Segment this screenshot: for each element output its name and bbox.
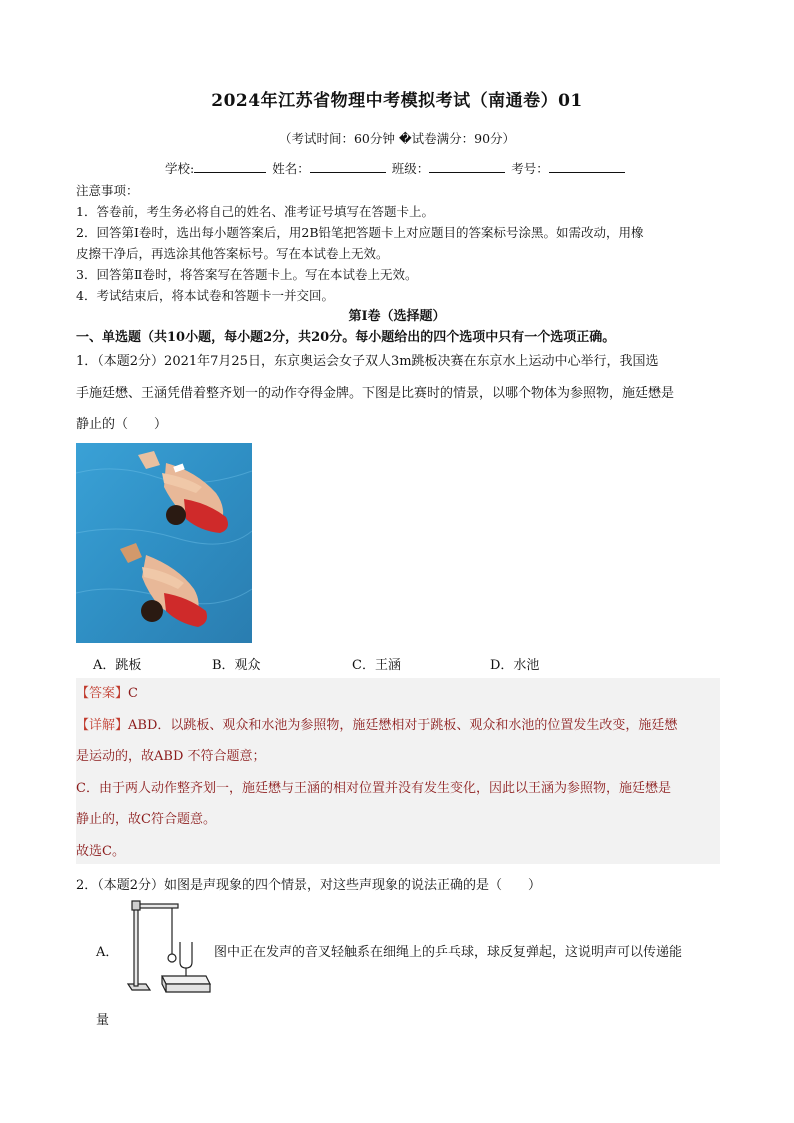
tuning-fork-diagram xyxy=(120,898,212,998)
q1-option-d[interactable]: D．水池 xyxy=(490,658,540,673)
diving-photo-illustration xyxy=(76,443,252,643)
q2-option-a-letter[interactable]: A． xyxy=(96,945,119,960)
q1-line-1: 1．（本题2分）2021年7月25日，东京奥运会女子双人3m跳板决赛在东京水上运动中心举行，我国选 xyxy=(76,354,659,369)
school-label: 学校: xyxy=(165,161,195,176)
school-blank[interactable] xyxy=(194,160,266,173)
notice-item-1: 1．答卷前，考生务必将自己的姓名、准考证号填写在答题卡上。 xyxy=(76,204,434,219)
exam-title: 2024年江苏省物理中考模拟考试（南通卷）01 xyxy=(211,91,583,111)
class-blank[interactable] xyxy=(429,160,505,173)
q1-detail-line-5: 故选C。 xyxy=(76,844,125,859)
diving-photo xyxy=(76,443,252,643)
q1-option-c[interactable]: C．王涵 xyxy=(352,658,401,673)
q1-detail-line-2: 是运动的，故ABD 不符合题意； xyxy=(76,749,266,764)
q2-option-a-text-cont: 量 xyxy=(96,1013,110,1028)
q1-answer xyxy=(76,678,720,710)
q1-option-b[interactable]: B．观众 xyxy=(212,658,261,673)
answer-value: C xyxy=(128,686,138,701)
notice-heading: 注意事项： xyxy=(76,183,139,198)
name-label: 姓名： xyxy=(272,161,310,176)
notice-item-2-cont: 皮擦干净后，再选涂其他答案标号。写在本试卷上无效。 xyxy=(76,246,389,261)
q1-detail-line-4: 静止的，故C符合题意。 xyxy=(76,812,216,827)
student-info-line xyxy=(165,159,627,177)
q2-option-a-text: 图中正在发声的音叉轻触系在细绳上的乒乓球，球反复弹起，这说明声可以传递能 xyxy=(214,945,683,960)
section-title: 第Ⅰ卷（选择题） xyxy=(348,309,446,324)
number-blank[interactable] xyxy=(549,160,625,173)
q1-detail-line-1 xyxy=(76,710,720,742)
q1-line-2: 手施廷懋、王涵凭借着整齐划一的动作夺得金牌。下图是比赛时的情景，以哪个物体为参照物，施廷懋是 xyxy=(76,386,675,401)
name-blank[interactable] xyxy=(310,160,386,173)
notice-item-2: 2．回答第Ⅰ卷时，选出每小题答案后，用2B铅笔把答题卡上对应题目的答案标号涂黑。如需改动，用橡 xyxy=(76,225,644,240)
tuning-fork-illustration xyxy=(120,898,212,998)
q1-line-3: 静止的（ ） xyxy=(76,417,168,432)
notice-item-3: 3．回答第Ⅱ卷时，将答案写在答题卡上。写在本试卷上无效。 xyxy=(76,267,418,282)
q2-question: 2．（本题2分）如图是声现象的四个情景，对这些声现象的说法正确的是（ ） xyxy=(76,878,542,893)
exam-subtitle: （考试时间：60分钟 �试卷满分：90分） xyxy=(278,131,516,146)
q1-detail-line-3: C．由于两人动作整齐划一，施廷懋与王涵的相对位置并没有发生变化，因此以王涵为参照物，施廷懋是 xyxy=(76,781,671,796)
q1-option-a[interactable]: A．跳板 xyxy=(93,658,142,673)
answer-label: 【答案】 xyxy=(76,686,129,701)
detail-text-1: ABD．以跳板、观众和水池为参照物，施廷懋相对于跳板、观众和水池的位置发生改变，施廷懋 xyxy=(128,718,678,733)
mc-section-heading: 一、单选题（共10小题，每小题2分，共20分。每小题给出的四个选项中只有一个选项正确。 xyxy=(76,330,616,345)
notice-item-4: 4．考试结束后，将本试卷和答题卡一并交回。 xyxy=(76,288,334,303)
number-label: 考号： xyxy=(511,161,549,176)
class-label: 班级： xyxy=(391,161,430,176)
detail-label: 【详解】 xyxy=(76,718,129,733)
